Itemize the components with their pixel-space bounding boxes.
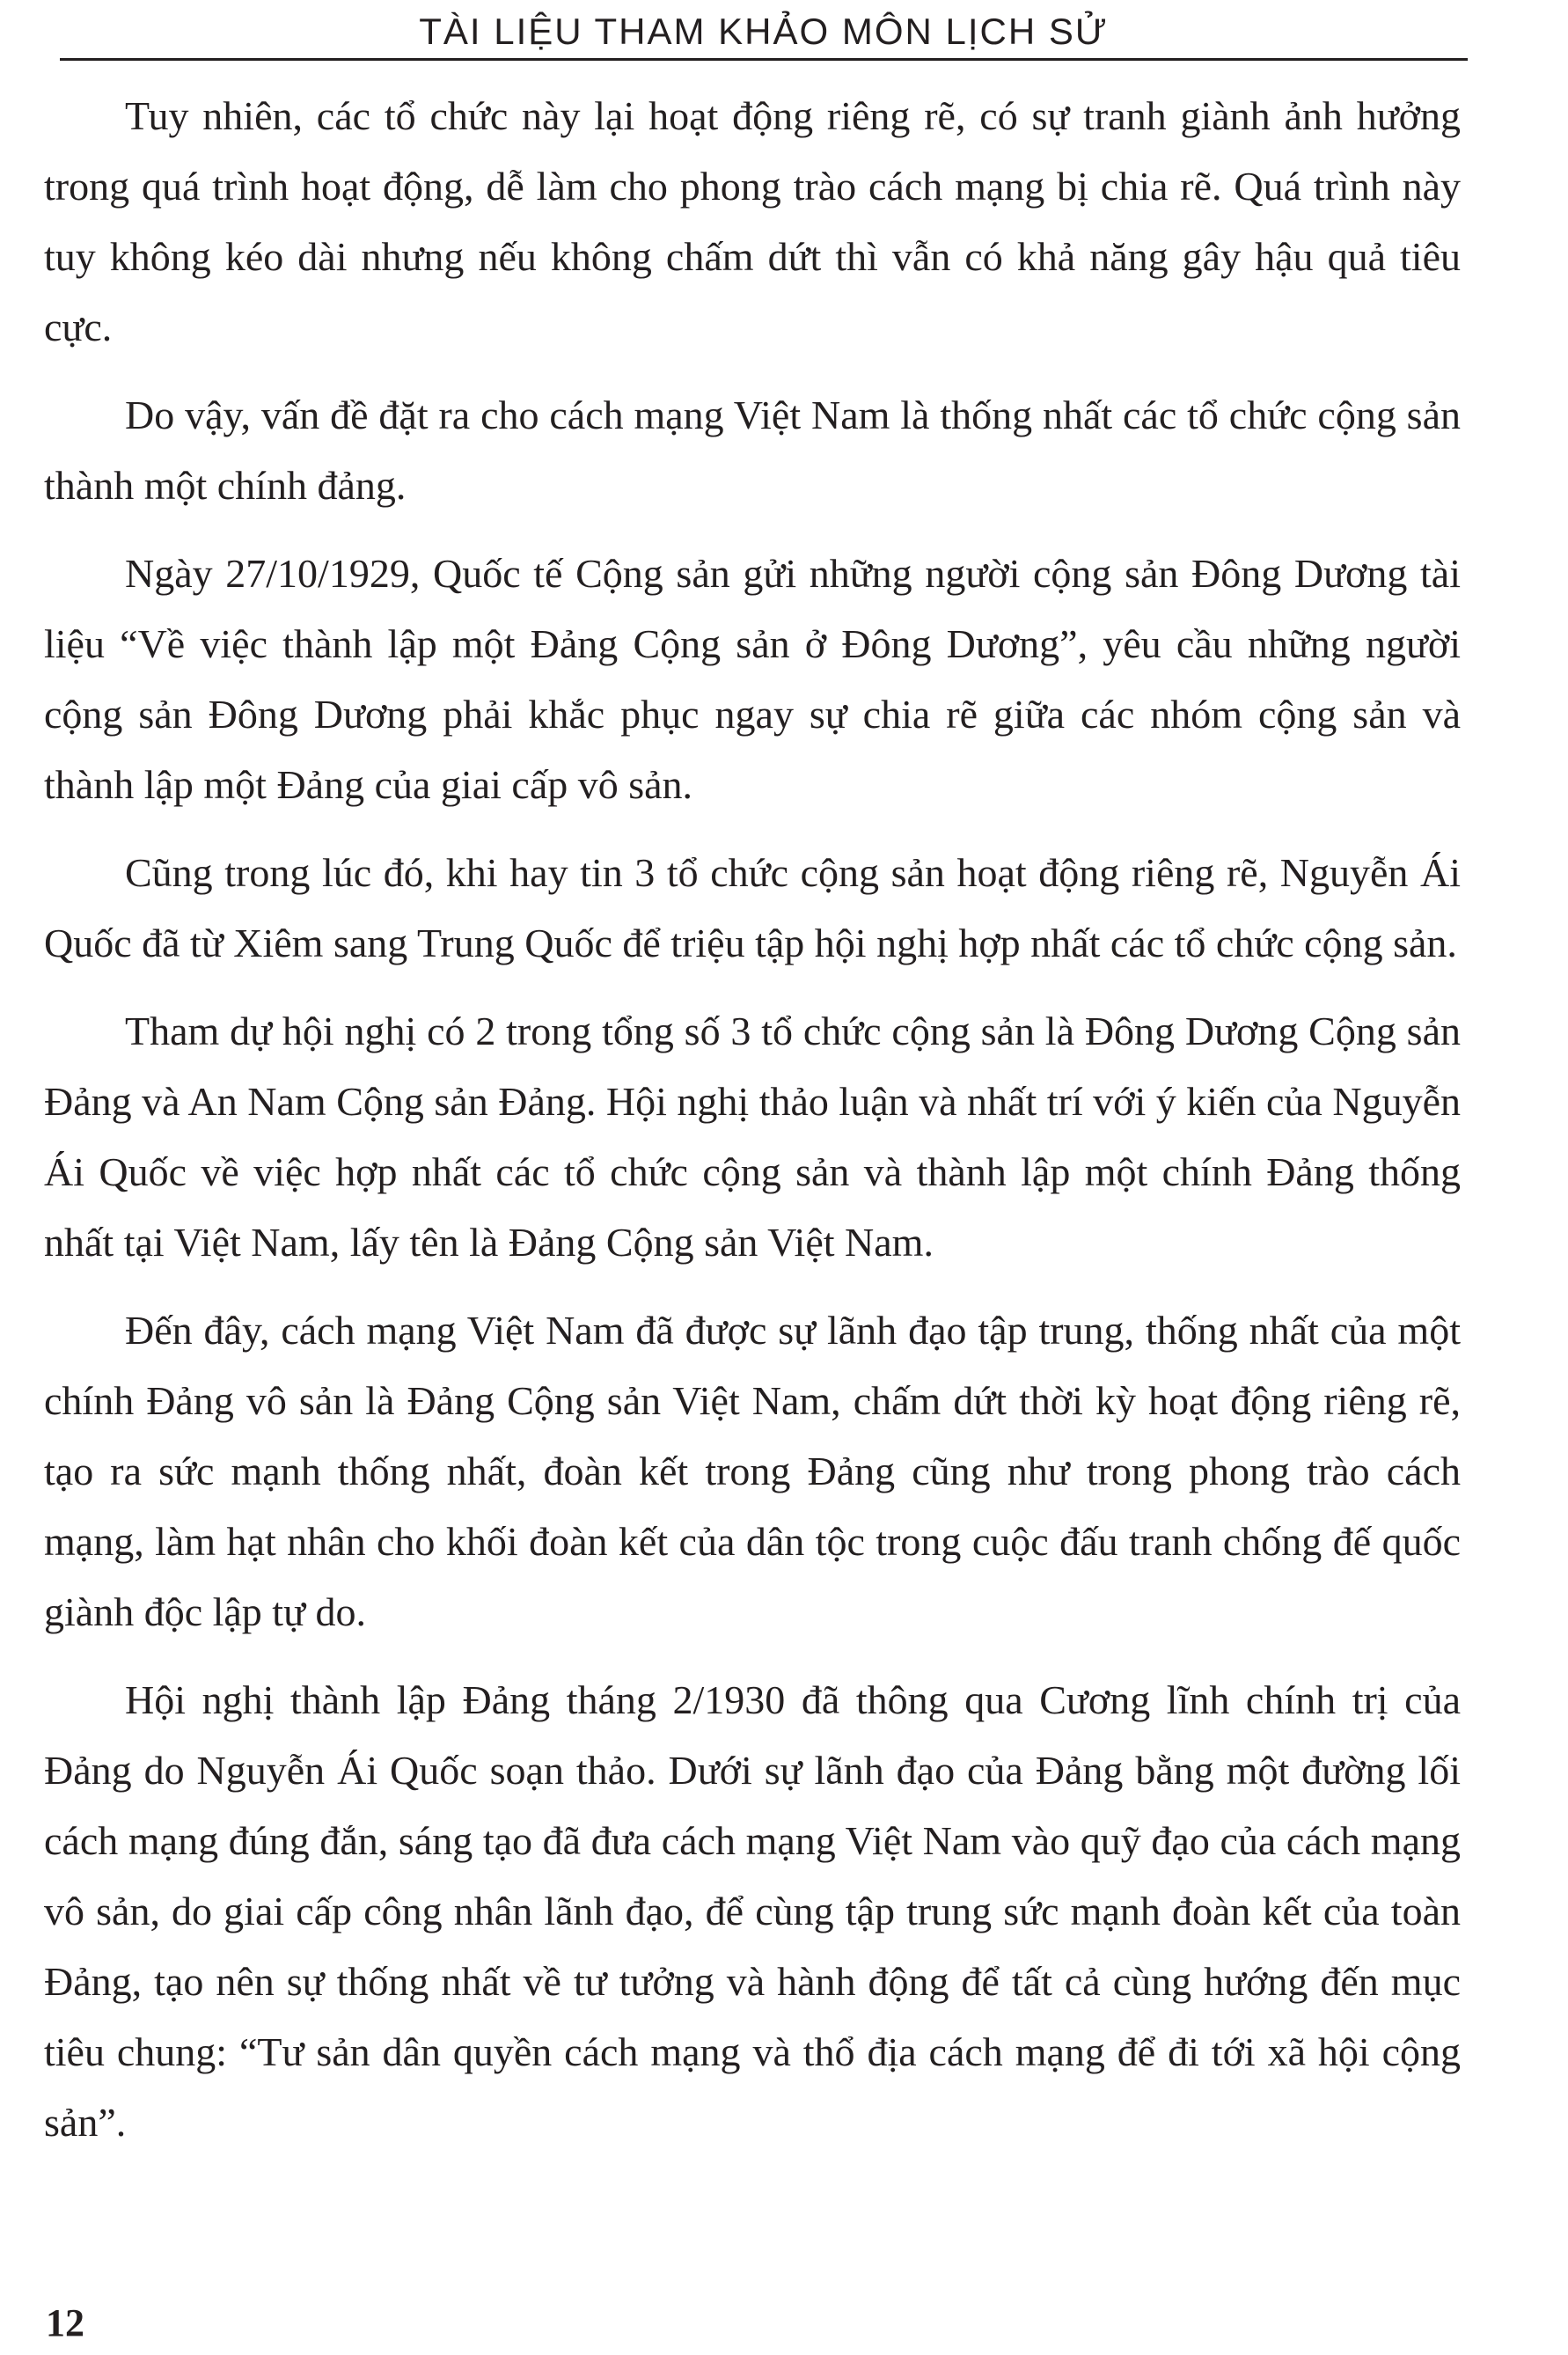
paragraph: Hội nghị thành lập Đảng tháng 2/1930 đã thông qua Cương lĩnh chính trị của Đảng do Nguyễn Ái Quốc soạn thảo. Dưới sự lãnh đạo của Đảng bằng một đường lối cách mạng đúng đắn, sáng tạo đã đưa cách mạng Việt Nam vào quỹ đạo của cách mạng vô sản, do giai cấp công nhân lãnh đạo, để cùng tập trung sức mạnh đoàn kết của toàn Đảng, tạo nên sự thống nhất về tư tưởng và hành động để tất cả cùng hướng đến mục tiêu chung: “Tư sản dân quyền cách mạng và thổ địa cách mạng để đi tới xã hội cộng sản”. xyxy=(44,1677,1461,2145)
header-title: TÀI LIỆU THAM KHẢO MÔN LỊCH SỬ xyxy=(419,11,1109,52)
page-number: 12 xyxy=(46,2301,84,2344)
paragraph: Do vậy, vấn đề đặt ra cho cách mạng Việt Nam là thống nhất các tổ chức cộng sản thành một chính đảng. xyxy=(44,392,1461,508)
paragraph: Đến đây, cách mạng Việt Nam đã được sự lãnh đạo tập trung, thống nhất của một chính Đảng vô sản là Đảng Cộng sản Việt Nam, chấm dứt thời kỳ hoạt động riêng rẽ, tạo ra sức mạnh thống nhất, đoàn kết trong Đảng cũng như trong phong trào cách mạng, làm hạt nhân cho khối đoàn kết của dân tộc trong cuộc đấu tranh chống đế quốc giành độc lập tự do. xyxy=(44,1308,1461,1634)
body-text xyxy=(44,81,1461,2175)
paragraph: Tham dự hội nghị có 2 trong tổng số 3 tổ chức cộng sản là Đông Dương Cộng sản Đảng và An Nam Cộng sản Đảng. Hội nghị thảo luận và nhất trí với ý kiến của Nguyễn Ái Quốc về việc hợp nhất các tổ chức cộng sản và thành lập một chính Đảng thống nhất tại Việt Nam, lấy tên là Đảng Cộng sản Việt Nam. xyxy=(44,1009,1461,1265)
paragraph: Ngày 27/10/1929, Quốc tế Cộng sản gửi những người cộng sản Đông Dương tài liệu “Về việc thành lập một Đảng Cộng sản ở Đông Dương”, yêu cầu những người cộng sản Đông Dương phải khắc phục ngay sự chia rẽ giữa các nhóm cộng sản và thành lập một Đảng của giai cấp vô sản. xyxy=(44,551,1461,807)
running-header xyxy=(60,7,1468,61)
paragraph: Cũng trong lúc đó, khi hay tin 3 tổ chức cộng sản hoạt động riêng rẽ, Nguyễn Ái Quốc đã từ Xiêm sang Trung Quốc để triệu tập hội nghị hợp nhất các tổ chức cộng sản. xyxy=(44,850,1461,965)
paragraph: Tuy nhiên, các tổ chức này lại hoạt động riêng rẽ, có sự tranh giành ảnh hưởng trong quá trình hoạt động, dễ làm cho phong trào cách mạng bị chia rẽ. Quá trình này tuy không kéo dài nhưng nếu không chấm dứt thì vẫn có khả năng gây hậu quả tiêu cực. xyxy=(44,93,1461,349)
